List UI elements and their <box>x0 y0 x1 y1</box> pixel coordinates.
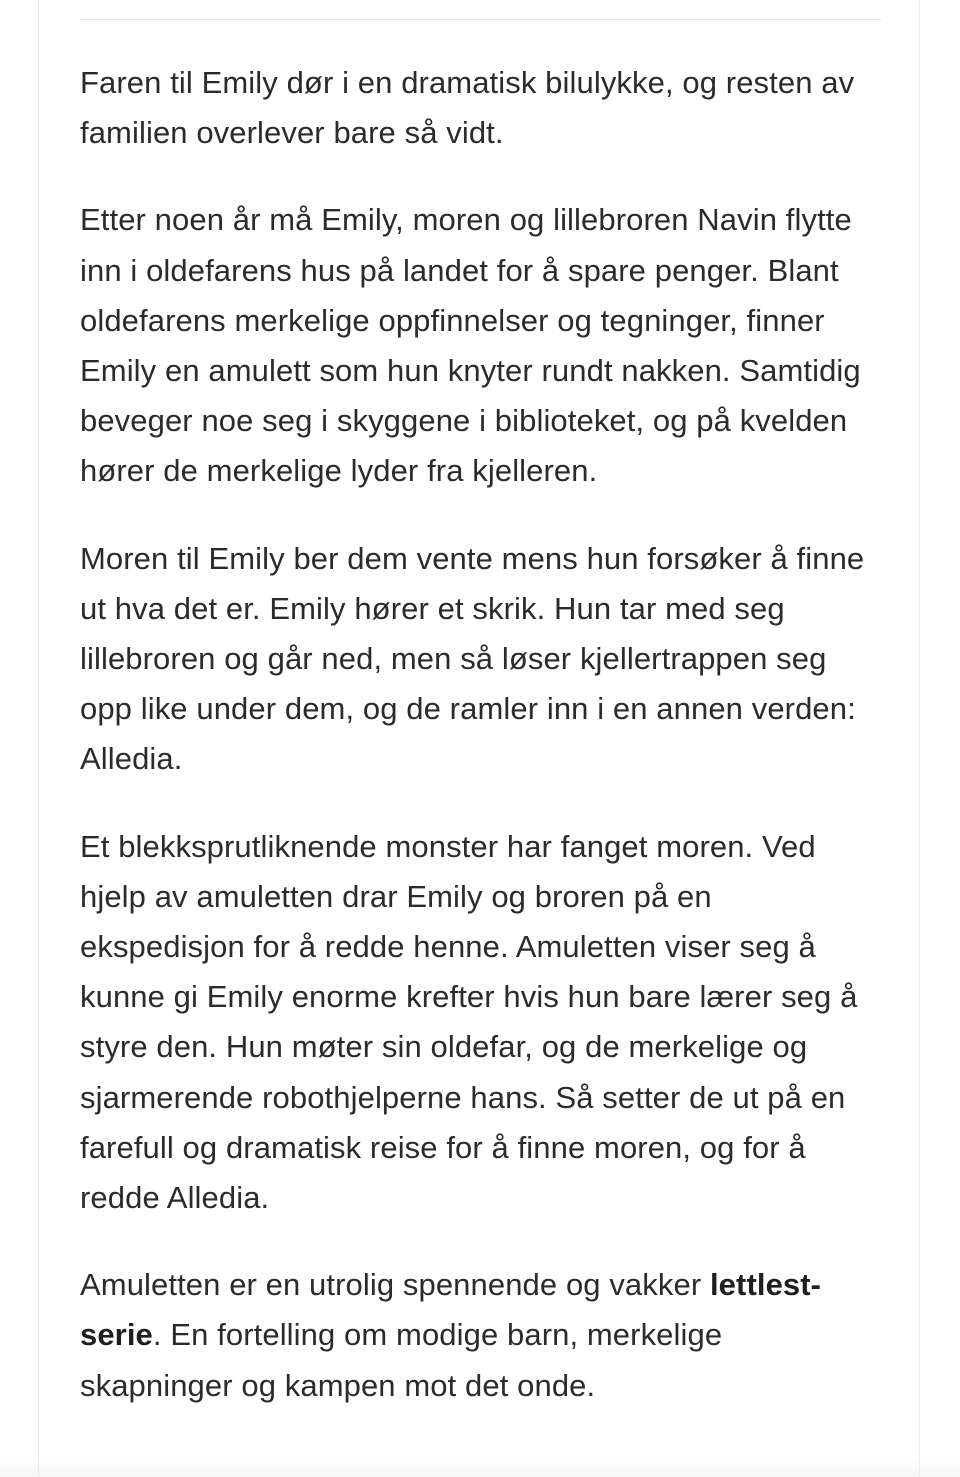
paragraph-3: Moren til Emily ber dem vente mens hun forsøker å finne ut hva det er. Emily hører et skrik. Hun tar med seg lillebroren og går ned, men så løser kjellertrappen seg opp like under dem, og de ramler inn i en annen verden: Alledia. <box>80 540 865 777</box>
closing-text-start: Amuletten er en utrolig spennende og vakker <box>80 1267 710 1303</box>
article-body <box>80 58 880 1448</box>
paragraph-1: Faren til Emily dør i en dramatisk bilulykke, og resten av familien overlever bare så vidt. <box>80 65 855 151</box>
section-divider <box>80 19 881 20</box>
bottom-fade <box>0 1459 960 1477</box>
series-highlight: lettlest-serie <box>80 1267 822 1353</box>
paragraph-2: Etter noen år må Emily, moren og lillebroren Navin flytte inn i oldefarens hus på landet for å spare penger. Blant oldefarens merkelige oppfinnelser og tegninger, finner Emily en amulett som hun knyter rundt nakken. Samtidig beveger noe seg i skyggene i biblioteket, og på kvelden hører de merkelige lyder fra kjelleren. <box>80 202 861 489</box>
closing-text-end: . En fortelling om modige barn, merkelige skapninger og kampen mot det onde. <box>80 1317 723 1403</box>
paragraph-4: Et blekksprutliknende monster har fanget moren. Ved hjelp av amuletten drar Emily og broren på en ekspedisjon for å redde henne. Amuletten viser seg å kunne gi Emily enorme krefter hvis hun bare lærer seg å styre den. Hun møter sin oldefar, og de merkelige og sjarmerende robothjelperne hans. Så setter de ut på en farefull og dramatisk reise for å finne moren, og for å redde Alledia. <box>80 828 858 1216</box>
closing-paragraph <box>80 1260 880 1411</box>
